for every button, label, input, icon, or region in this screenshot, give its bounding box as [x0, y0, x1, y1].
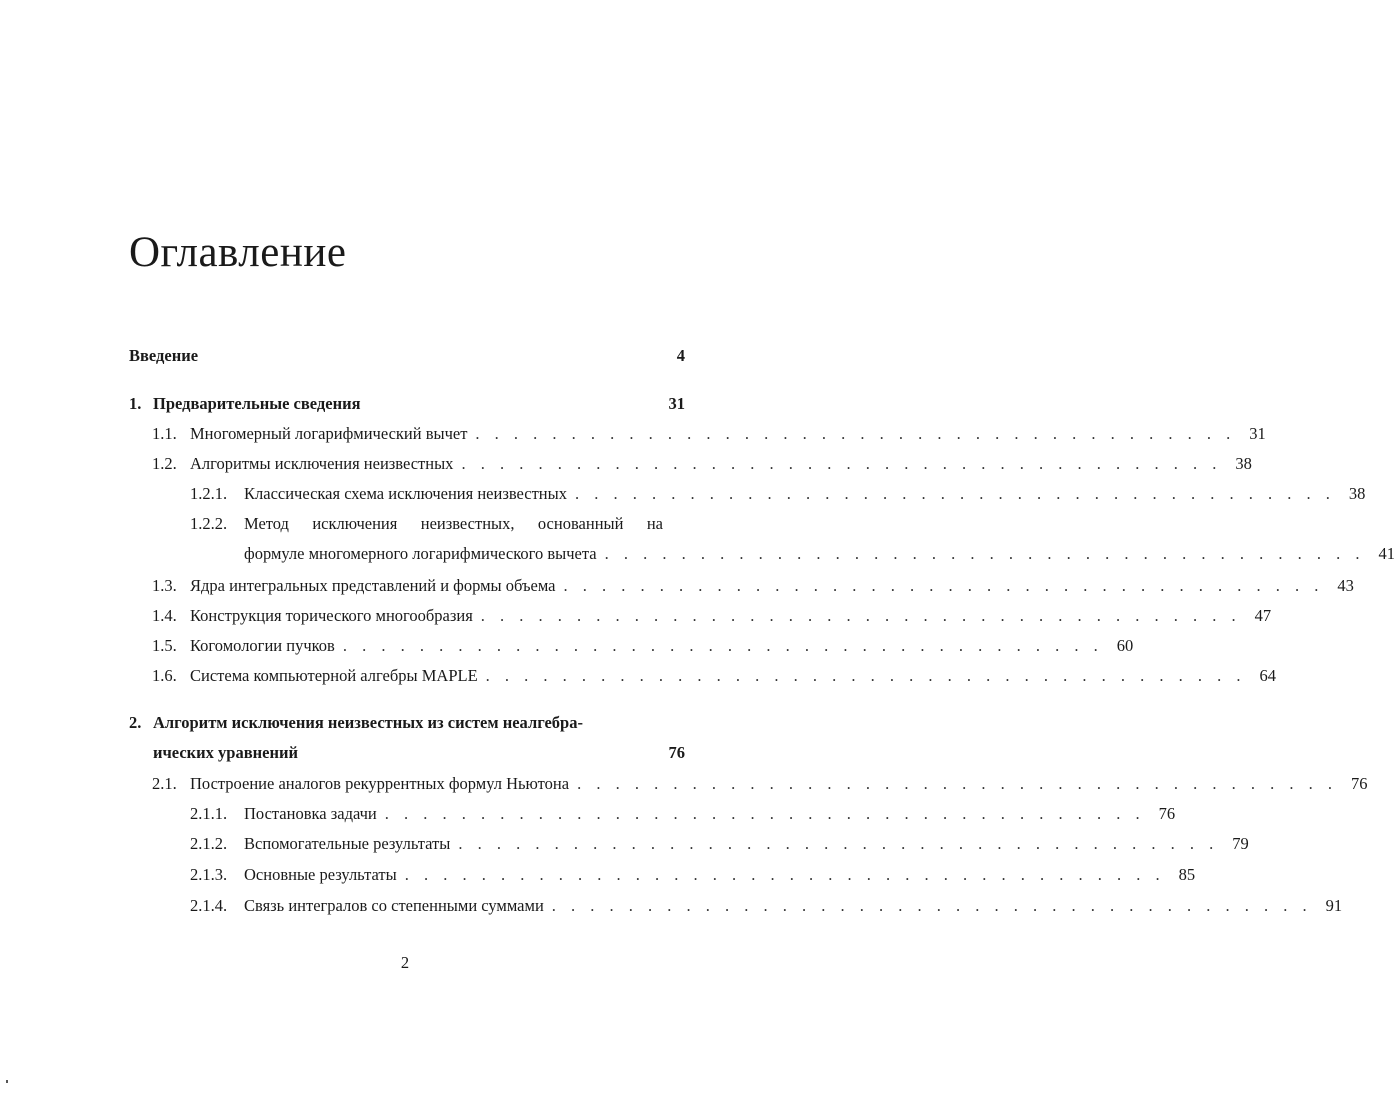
toc-chapter-2[interactable]	[129, 708, 685, 738]
toc-section-label: Алгоритмы исключения неизвестных	[190, 454, 454, 473]
toc-chapter-page: 76	[668, 743, 685, 762]
toc-chapter-label: Предварительные сведения	[153, 394, 361, 413]
toc-section-label: Система компьютерной алгебры MAPLE	[190, 666, 478, 685]
toc-subsection-2-1-3[interactable]	[190, 860, 1196, 890]
toc-subsection-1-2-1[interactable]	[190, 479, 1366, 509]
toc-section-label: Многомерный логарифмический вычет	[190, 424, 468, 443]
toc-chapter-2-cont[interactable]	[129, 738, 685, 768]
toc-section-number: 1.2.	[152, 454, 177, 473]
toc-section-1-5[interactable]	[152, 631, 1134, 661]
toc-subsection-page: 41	[1378, 544, 1395, 563]
toc-section-number: 1.1.	[152, 424, 177, 443]
leader-dots: . . . . . . . . . . . . . . . . . . . . . . . . . . . . . . . . . . . . . . . .	[404, 865, 1166, 884]
toc-entry-introduction[interactable]	[129, 341, 685, 371]
toc-subsection-label: Вспомогательные результаты	[244, 834, 451, 853]
leader-dots: . . . . . . . . . . . . . . . . . . . . . . . . . . . . . . . . . . . . . . . .	[458, 834, 1219, 853]
toc-section-page: 47	[1254, 606, 1272, 625]
toc-section-label: Ядра интегральных представлений и формы объема	[190, 576, 556, 595]
page-number: 2	[400, 953, 410, 972]
toc-subsection-2-1-4[interactable]	[190, 891, 1343, 921]
toc-subsection-label: Постановка задачи	[244, 804, 377, 823]
toc-section-label: Построение аналогов рекуррентных формул Ньютона	[190, 774, 570, 793]
toc-subsection-label: Основные результаты	[244, 865, 397, 884]
toc-section-page: 64	[1259, 666, 1277, 685]
toc-section-page: 60	[1116, 636, 1134, 655]
toc-subsection-number: 2.1.4.	[190, 896, 228, 915]
toc-section-page: 76	[1350, 774, 1368, 793]
toc-section-page: 31	[1249, 424, 1266, 443]
toc-section-2-1[interactable]	[152, 769, 1368, 799]
toc-subsection-page: 76	[1158, 804, 1176, 823]
leader-dots: . . . . . . . . . . . . . . . . . . . . . . . . . . . . . . . . . . . . . . . .	[384, 804, 1146, 823]
toc-entry-label: Введение	[129, 346, 199, 365]
toc-subsection-label-line2: формуле многомерного логарифмического вычета	[244, 544, 597, 563]
toc-subsection-page: 91	[1325, 896, 1343, 915]
leader-dots: . . . . . . . . . . . . . . . . . . . . . . . . . . . . . . . . . . . . . . . .	[485, 666, 1247, 685]
toc-subsection-label: Связь интегралов со степенными суммами	[244, 896, 544, 915]
leader-dots: . . . . . . . . . . . . . . . . . . . . . . . . . . . . . . . . . . . . . . . .	[475, 424, 1236, 443]
toc-section-number: 1.4.	[152, 606, 177, 625]
toc-chapter-page: 31	[668, 394, 685, 413]
toc-chapter-number: 2.	[129, 713, 142, 732]
toc-subsection-number: 2.1.1.	[190, 804, 228, 823]
toc-chapter-number: 1.	[129, 394, 142, 413]
toc-subsection-label-line1: Метод исключения неизвестных, основанный на	[244, 514, 663, 533]
toc-subsection-number: 1.2.2.	[190, 514, 228, 533]
toc-section-1-4[interactable]	[152, 601, 1272, 631]
leader-dots: . . . . . . . . . . . . . . . . . . . . . . . . . . . . . . . . . . . . . . . .	[577, 774, 1338, 793]
toc-section-number: 1.5.	[152, 636, 177, 655]
scan-artifact	[6, 1080, 8, 1083]
leader-dots: . . . . . . . . . . . . . . . . . . . . . . . . . . . . . . . . . . . . . . . .	[342, 636, 1104, 655]
toc-section-1-1[interactable]	[152, 419, 1266, 449]
leader-dots: . . . . . . . . . . . . . . . . . . . . . . . . . . . . . . . . . . . . . . . .	[563, 576, 1324, 595]
leader-dots: . . . . . . . . . . . . . . . . . . . . . . . . . . . . . . . . . . . . . . . .	[604, 544, 1365, 563]
toc-chapter-1[interactable]	[129, 389, 685, 419]
toc-section-1-6[interactable]	[152, 661, 1277, 691]
toc-chapter-label-line1: Алгоритм исключения неизвестных из систем неалгебра-	[153, 713, 583, 732]
toc-section-page: 43	[1337, 576, 1354, 595]
toc-section-number: 1.6.	[152, 666, 177, 685]
toc-section-number: 1.3.	[152, 576, 177, 595]
toc-section-label: Когомологии пучков	[190, 636, 335, 655]
leader-dots: . . . . . . . . . . . . . . . . . . . . . . . . . . . . . . . . . . . . . . . .	[480, 606, 1242, 625]
toc-entry-page: 4	[676, 346, 685, 365]
toc-section-label: Конструкция торического многообразия	[190, 606, 473, 625]
toc-subsection-number: 2.1.3.	[190, 865, 228, 884]
toc-subsection-2-1-2[interactable]	[190, 829, 1249, 859]
toc-section-page: 38	[1235, 454, 1252, 473]
leader-dots: . . . . . . . . . . . . . . . . . . . . . . . . . . . . . . . . . . . . . . . .	[461, 454, 1222, 473]
toc-subsection-label: Классическая схема исключения неизвестных	[244, 484, 567, 503]
toc-subsection-page: 79	[1232, 834, 1249, 853]
toc-subsection-1-2-2-cont[interactable]	[190, 539, 1395, 569]
toc-section-number: 2.1.	[152, 774, 177, 793]
toc-subsection-page: 85	[1178, 865, 1196, 884]
toc-chapter-label-line2: ических уравнений	[153, 743, 298, 762]
toc-section-1-2[interactable]	[152, 449, 1252, 479]
leader-dots: . . . . . . . . . . . . . . . . . . . . . . . . . . . . . . . . . . . . . . . .	[574, 484, 1336, 503]
toc-subsection-number: 2.1.2.	[190, 834, 228, 853]
toc-section-1-3[interactable]	[152, 571, 1354, 601]
leader-dots: . . . . . . . . . . . . . . . . . . . . . . . . . . . . . . . . . . . . . . . .	[551, 896, 1313, 915]
page-title: Оглавление	[129, 229, 347, 276]
toc-subsection-page: 38	[1348, 484, 1366, 503]
toc-subsection-number: 1.2.1.	[190, 484, 228, 503]
toc-subsection-2-1-1[interactable]	[190, 799, 1176, 829]
toc-subsection-1-2-2[interactable]	[190, 509, 685, 539]
